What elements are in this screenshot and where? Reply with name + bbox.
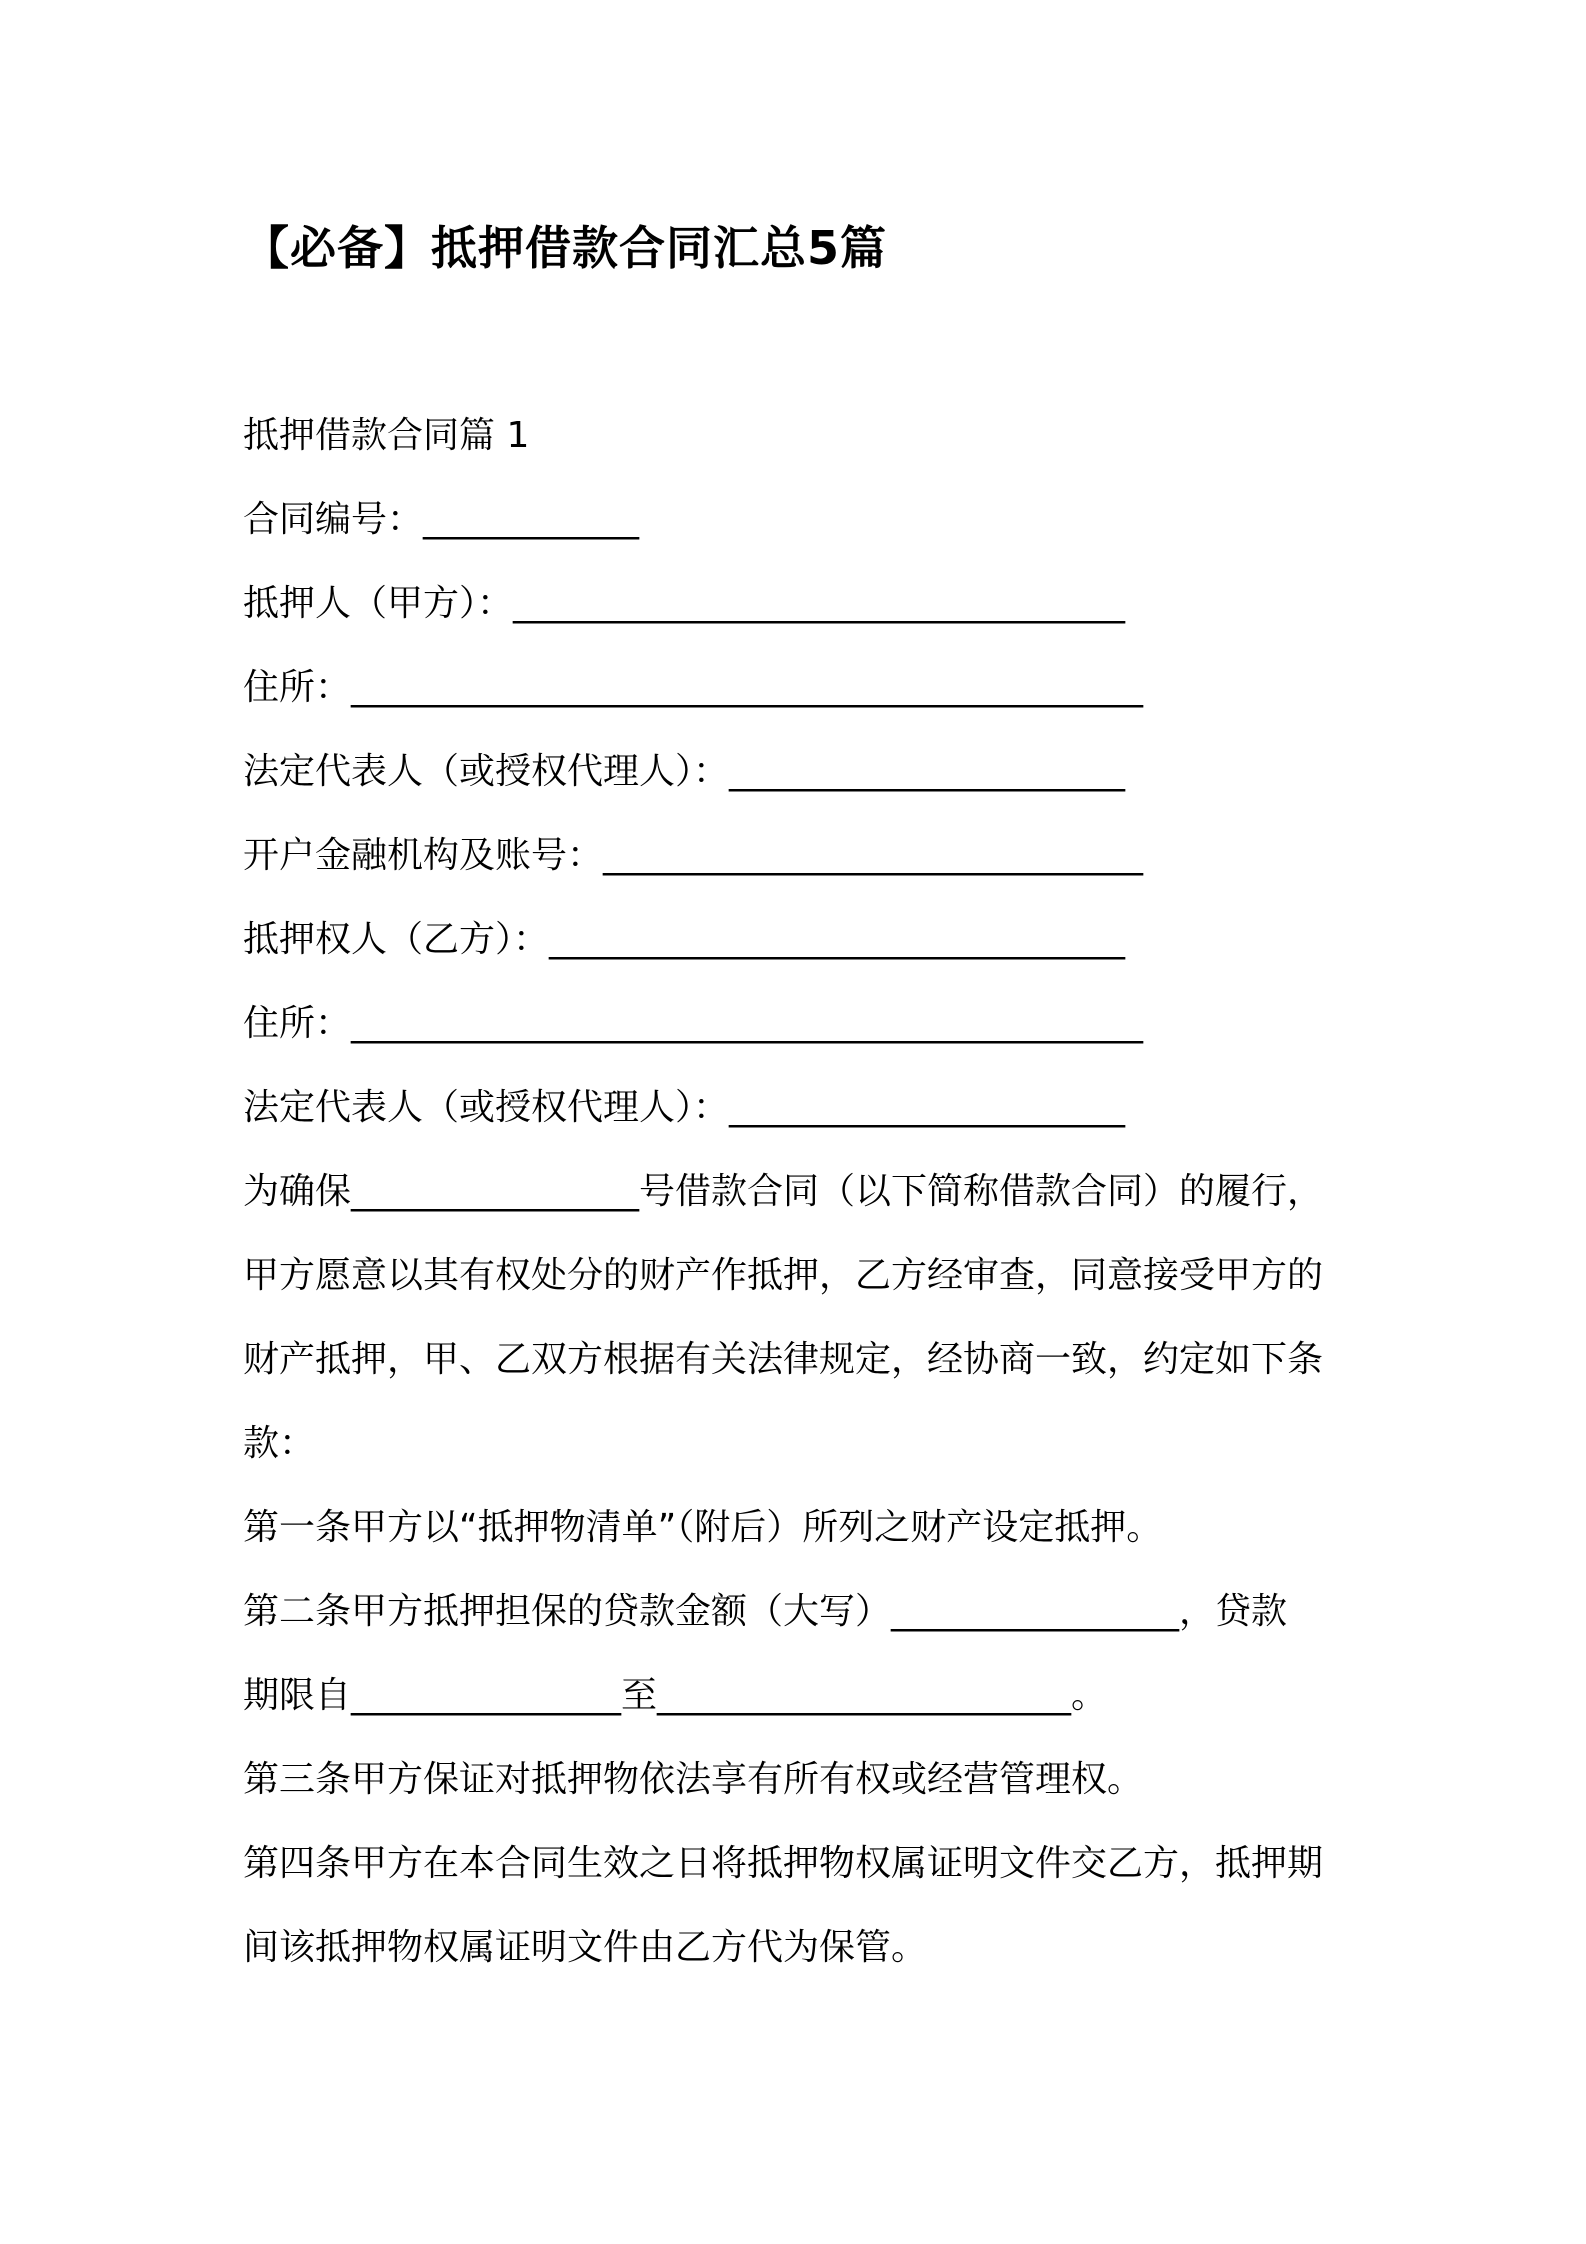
bank-account-field: 开户金融机构及账号：______________________________ — [243, 835, 1144, 876]
preamble-line-4: 款： — [243, 1423, 316, 1464]
article-3: 第三条甲方保证对抵押物依法享有所有权或经营管理权。 — [243, 1759, 1144, 1800]
article-4-line-2: 间该抵押物权属证明文件由乙方代为保管。 — [243, 1927, 928, 1968]
article-2-line-2: 期限自_______________至_______________________。 — [243, 1675, 1108, 1716]
mortgagor-address-field: 住所：____________________________________________ — [243, 667, 1144, 708]
preamble-line-2: 甲方愿意以其有权处分的财产作抵押，乙方经审查，同意接受甲方的 — [243, 1255, 1324, 1296]
article-1: 第一条甲方以“抵押物清单”（附后）所列之财产设定抵押。 — [243, 1507, 1163, 1548]
preamble-line-1: 为确保________________号借款合同（以下简称借款合同）的履行， — [243, 1171, 1324, 1212]
section-heading: 抵押借款合同篇 1 — [243, 415, 530, 456]
mortgagee-address-field: 住所：____________________________________________ — [243, 1003, 1144, 1044]
document-title: 【必备】抵押借款合同汇总5篇 — [243, 221, 888, 275]
mortgagee-representative-field: 法定代表人（或授权代理人）：______________________ — [243, 1087, 1126, 1128]
mortgagee-field: 抵押权人（乙方）：________________________________ — [243, 919, 1126, 960]
article-2-line-1: 第二条甲方抵押担保的贷款金额（大写）________________，贷款 — [243, 1591, 1288, 1632]
mortgagor-field: 抵押人（甲方）：__________________________________ — [243, 583, 1126, 624]
preamble-line-3: 财产抵押，甲、乙双方根据有关法律规定，经协商一致，约定如下条 — [243, 1339, 1324, 1380]
mortgagor-representative-field: 法定代表人（或授权代理人）：______________________ — [243, 751, 1126, 792]
article-4-line-1: 第四条甲方在本合同生效之日将抵押物权属证明文件交乙方，抵押期 — [243, 1843, 1324, 1884]
contract-number-field: 合同编号：____________ — [243, 499, 640, 540]
